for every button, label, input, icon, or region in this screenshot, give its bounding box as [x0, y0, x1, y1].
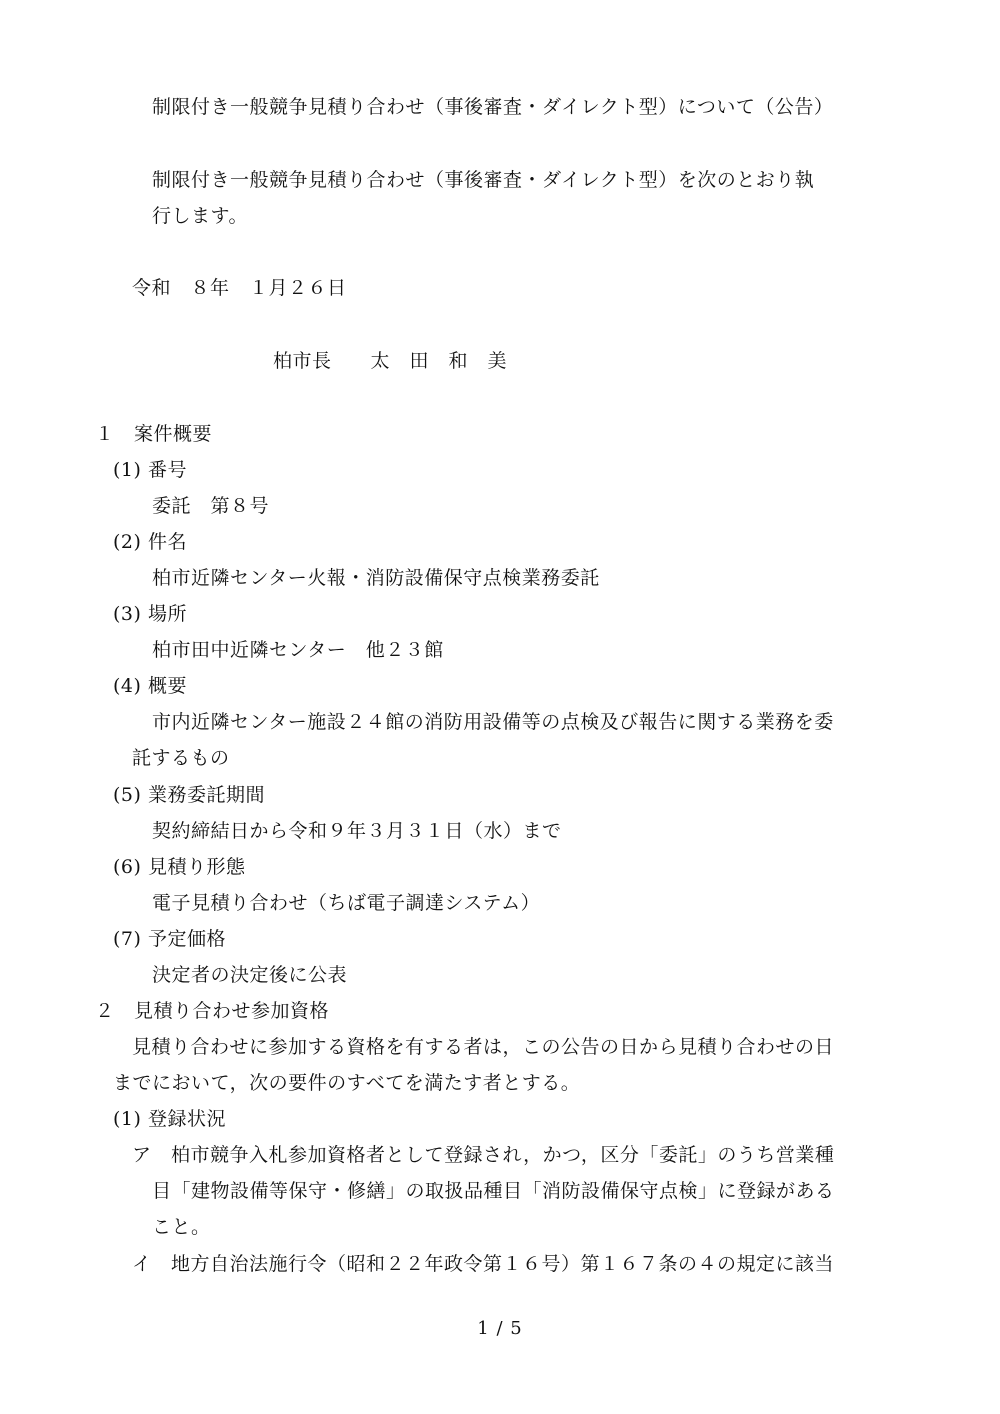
item-5-value: 契約締結日から令和９年３月３１日（水）まで: [152, 820, 562, 842]
item-i-line-1: イ 地方自治法施行令（昭和２２年政令第１６号）第１６７条の４の規定に該当: [132, 1253, 835, 1275]
item-7-label: (7) 予定価格: [113, 928, 226, 950]
notice-date: 令和 ８年 １月２６日: [132, 277, 347, 299]
item-2-label: (2) 件名: [113, 531, 187, 553]
item-7-value: 決定者の決定後に公表: [152, 964, 348, 986]
page-number: 1 / 5: [477, 1318, 523, 1339]
intro-line-2: 行します。: [152, 205, 248, 227]
item-2-value: 柏市近隣センター火報・消防設備保守点検業務委託: [152, 567, 600, 589]
item-4-label: (4) 概要: [113, 675, 187, 697]
item-6-label: (6) 見積り形態: [113, 856, 246, 878]
item-5-label: (5) 業務委託期間: [113, 784, 265, 806]
notice-title: 制限付き一般競争見積り合わせ（事後審査・ダイレクト型）について（公告）: [152, 96, 834, 118]
sub-1-label: (1) 登録状況: [113, 1108, 226, 1130]
item-a-line-3: こと。: [152, 1216, 211, 1238]
item-4-value-line-1: 市内近隣センター施設２４館の消防用設備等の点検及び報告に関する業務を委: [152, 711, 834, 733]
item-1-value: 委託 第８号: [152, 495, 270, 517]
item-3-value: 柏市田中近隣センター 他２３館: [152, 639, 444, 661]
section-2-intro-line-1: 見積り合わせに参加する資格を有する者は，この公告の日から見積り合わせの日: [132, 1036, 835, 1058]
item-a-line-1: ア 柏市競争入札参加資格者として登録され，かつ，区分「委託」のうち営業種: [132, 1144, 835, 1166]
signer: 柏市長 太 田 和 美: [273, 350, 508, 372]
item-1-label: (1) 番号: [113, 459, 187, 481]
item-a-line-2: 目「建物設備等保守・修繕」の取扱品種目「消防設備保守点検」に登録がある: [152, 1180, 835, 1202]
section-1-heading: １ 案件概要: [95, 423, 213, 445]
item-3-label: (3) 場所: [113, 603, 187, 625]
item-6-value: 電子見積り合わせ（ちば電子調達システム）: [152, 892, 541, 914]
item-4-value-line-2: 託するもの: [132, 747, 230, 769]
section-2-intro-line-2: までにおいて，次の要件のすべてを満たす者とする。: [113, 1072, 581, 1094]
section-2-heading: ２ 見積り合わせ参加資格: [95, 1000, 330, 1022]
intro-line-1: 制限付き一般競争見積り合わせ（事後審査・ダイレクト型）を次のとおり執: [152, 169, 815, 191]
